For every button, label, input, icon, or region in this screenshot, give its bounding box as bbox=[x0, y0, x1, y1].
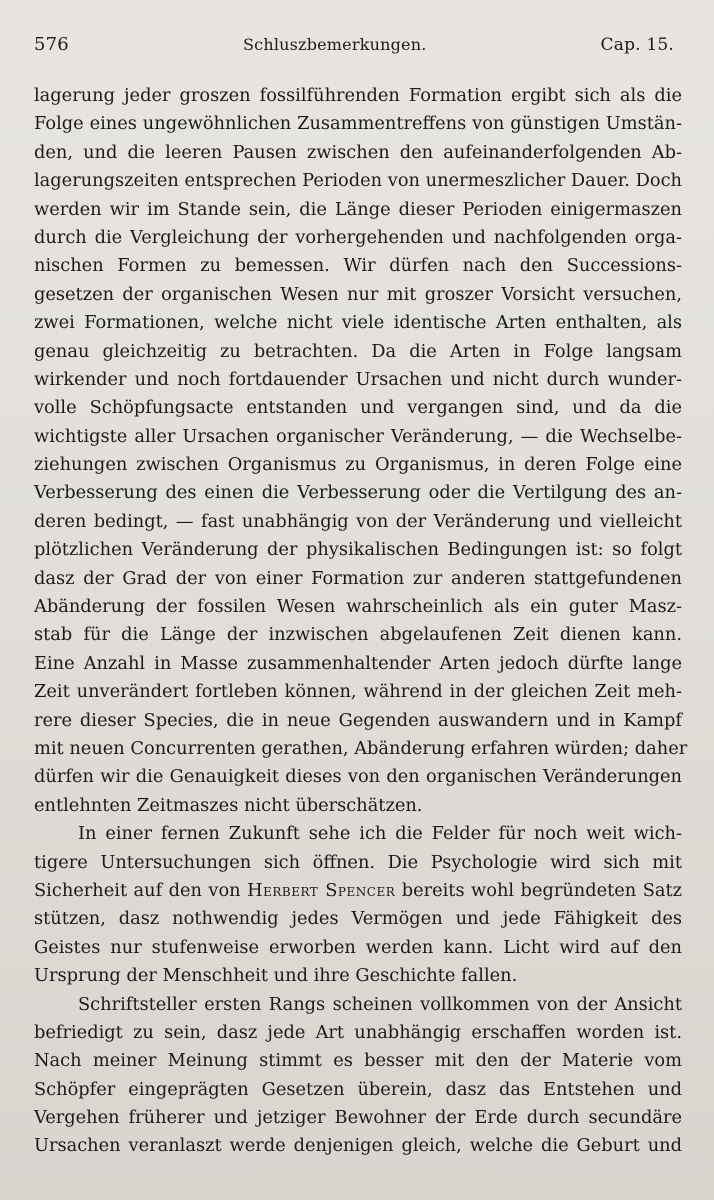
text-line: entlehnten Zeitmaszes nicht überschätzen. bbox=[34, 794, 423, 816]
page-header bbox=[34, 34, 682, 74]
chapter-label: Cap. 15. bbox=[600, 35, 674, 55]
text-line: dasz der Grad der von einer Formation zur anderen stattgefundenen bbox=[34, 567, 682, 589]
text-line: Abänderung der fossilen Wesen wahrscheinlich als ein guter Masz- bbox=[34, 596, 682, 618]
text-line: Zeit unverändert fortleben können, während in der gleichen Zeit meh- bbox=[34, 681, 682, 703]
text-line: Verbesserung des einen die Verbesserung oder die Vertilgung des an- bbox=[34, 482, 682, 504]
text-line: rere dieser Species, die in neue Gegenden auswandern und in Kampf bbox=[34, 709, 682, 731]
text-line: Ursachen veranlaszt werde denjenigen gleich, welche die Geburt und bbox=[34, 1135, 682, 1157]
author-name: Herbert Spencer bbox=[247, 879, 396, 901]
text-line: Schöpfer eingeprägten Gesetzen überein, dasz das Entstehen und bbox=[34, 1078, 682, 1100]
text-line: durch die Vergleichung der vorhergehenden und nachfolgenden orga- bbox=[34, 226, 682, 248]
text-line: Ursprung der Menschheit und ihre Geschichte fallen. bbox=[34, 965, 518, 987]
body-text bbox=[34, 82, 688, 1161]
text-line: stab für die Länge der inzwischen abgelaufenen Zeit dienen kann. bbox=[34, 624, 682, 646]
text-line: nischen Formen zu bemessen. Wir dürfen nach den Successions- bbox=[34, 255, 682, 277]
text-line: In einer fernen Zukunft sehe ich die Felder für noch weit wich- bbox=[78, 823, 682, 845]
text-line: genau gleichzeitig zu betrachten. Da die Arten in Folge langsam bbox=[34, 340, 682, 362]
text-line: den, und die leeren Pausen zwischen den aufeinanderfolgenden Ab- bbox=[34, 141, 682, 163]
text-line: Schriftsteller ersten Rangs scheinen vollkommen von der Ansicht bbox=[78, 993, 682, 1015]
text-line: Nach meiner Meinung stimmt es besser mit den der Materie vom bbox=[34, 1050, 682, 1072]
text-line: lagerung jeder groszen fossilführenden Formation ergibt sich als die bbox=[34, 85, 682, 106]
text-line: wichtigste aller Ursachen organischer Veränderung, — die Wechselbe- bbox=[34, 425, 682, 447]
text-line: befriedigt zu sein, dasz jede Art unabhängig erschaffen worden ist. bbox=[34, 1021, 682, 1043]
paragraph-1 bbox=[34, 82, 688, 820]
text-line: lagerungszeiten entsprechen Perioden von unermeszlicher Dauer. Doch bbox=[34, 170, 682, 192]
text-line: Eine Anzahl in Masse zusammenhaltender Arten jedoch dürfte lange bbox=[34, 652, 682, 674]
text-line: deren bedingt, — fast unabhängig von der Veränderung und vielleicht bbox=[34, 510, 682, 532]
text-line: Geistes nur stufenweise erworben werden kann. Licht wird auf den bbox=[34, 936, 682, 958]
running-title: Schluszbemerkungen. bbox=[243, 35, 427, 54]
text-line: Sicherheit auf den von Herbert Spencer bereits wohl begründeten Satz bbox=[34, 879, 682, 901]
paragraph-2 bbox=[34, 820, 682, 990]
text-line: ziehungen zwischen Organismus zu Organismus, in deren Folge eine bbox=[34, 454, 682, 476]
text-line: mit neuen Concurrenten gerathen, Abänderung erfahren würden; daher bbox=[34, 737, 688, 759]
text-line: plötzlichen Veränderung der physikalischen Bedingungen ist: so folgt bbox=[34, 539, 682, 561]
text-line: gesetzen der organischen Wesen nur mit groszer Vorsicht versuchen, bbox=[34, 283, 682, 305]
text-line: volle Schöpfungsacte entstanden und vergangen sind, und da die bbox=[34, 397, 682, 419]
text-line: stützen, dasz nothwendig jedes Vermögen und jede Fähigkeit des bbox=[34, 908, 682, 930]
text-line: wirkender und noch fortdauender Ursachen und nicht durch wunder- bbox=[34, 368, 682, 390]
text-line: dürfen wir die Genauigkeit dieses von den organischen Veränderungen bbox=[34, 766, 682, 788]
paragraph-3 bbox=[34, 991, 682, 1161]
text-line: tigere Untersuchungen sich öffnen. Die Psychologie wird sich mit bbox=[34, 851, 682, 873]
text-line: werden wir im Stande sein, die Länge dieser Perioden einigermaszen bbox=[34, 198, 682, 220]
text-line: zwei Formationen, welche nicht viele identische Arten enthalten, als bbox=[34, 312, 682, 334]
page-number: 576 bbox=[34, 34, 69, 55]
text-line: Vergehen früherer und jetziger Bewohner der Erde durch secundäre bbox=[34, 1107, 682, 1129]
text-line: Folge eines ungewöhnlichen Zusammentreffens von günstigen Umstän- bbox=[34, 113, 682, 135]
